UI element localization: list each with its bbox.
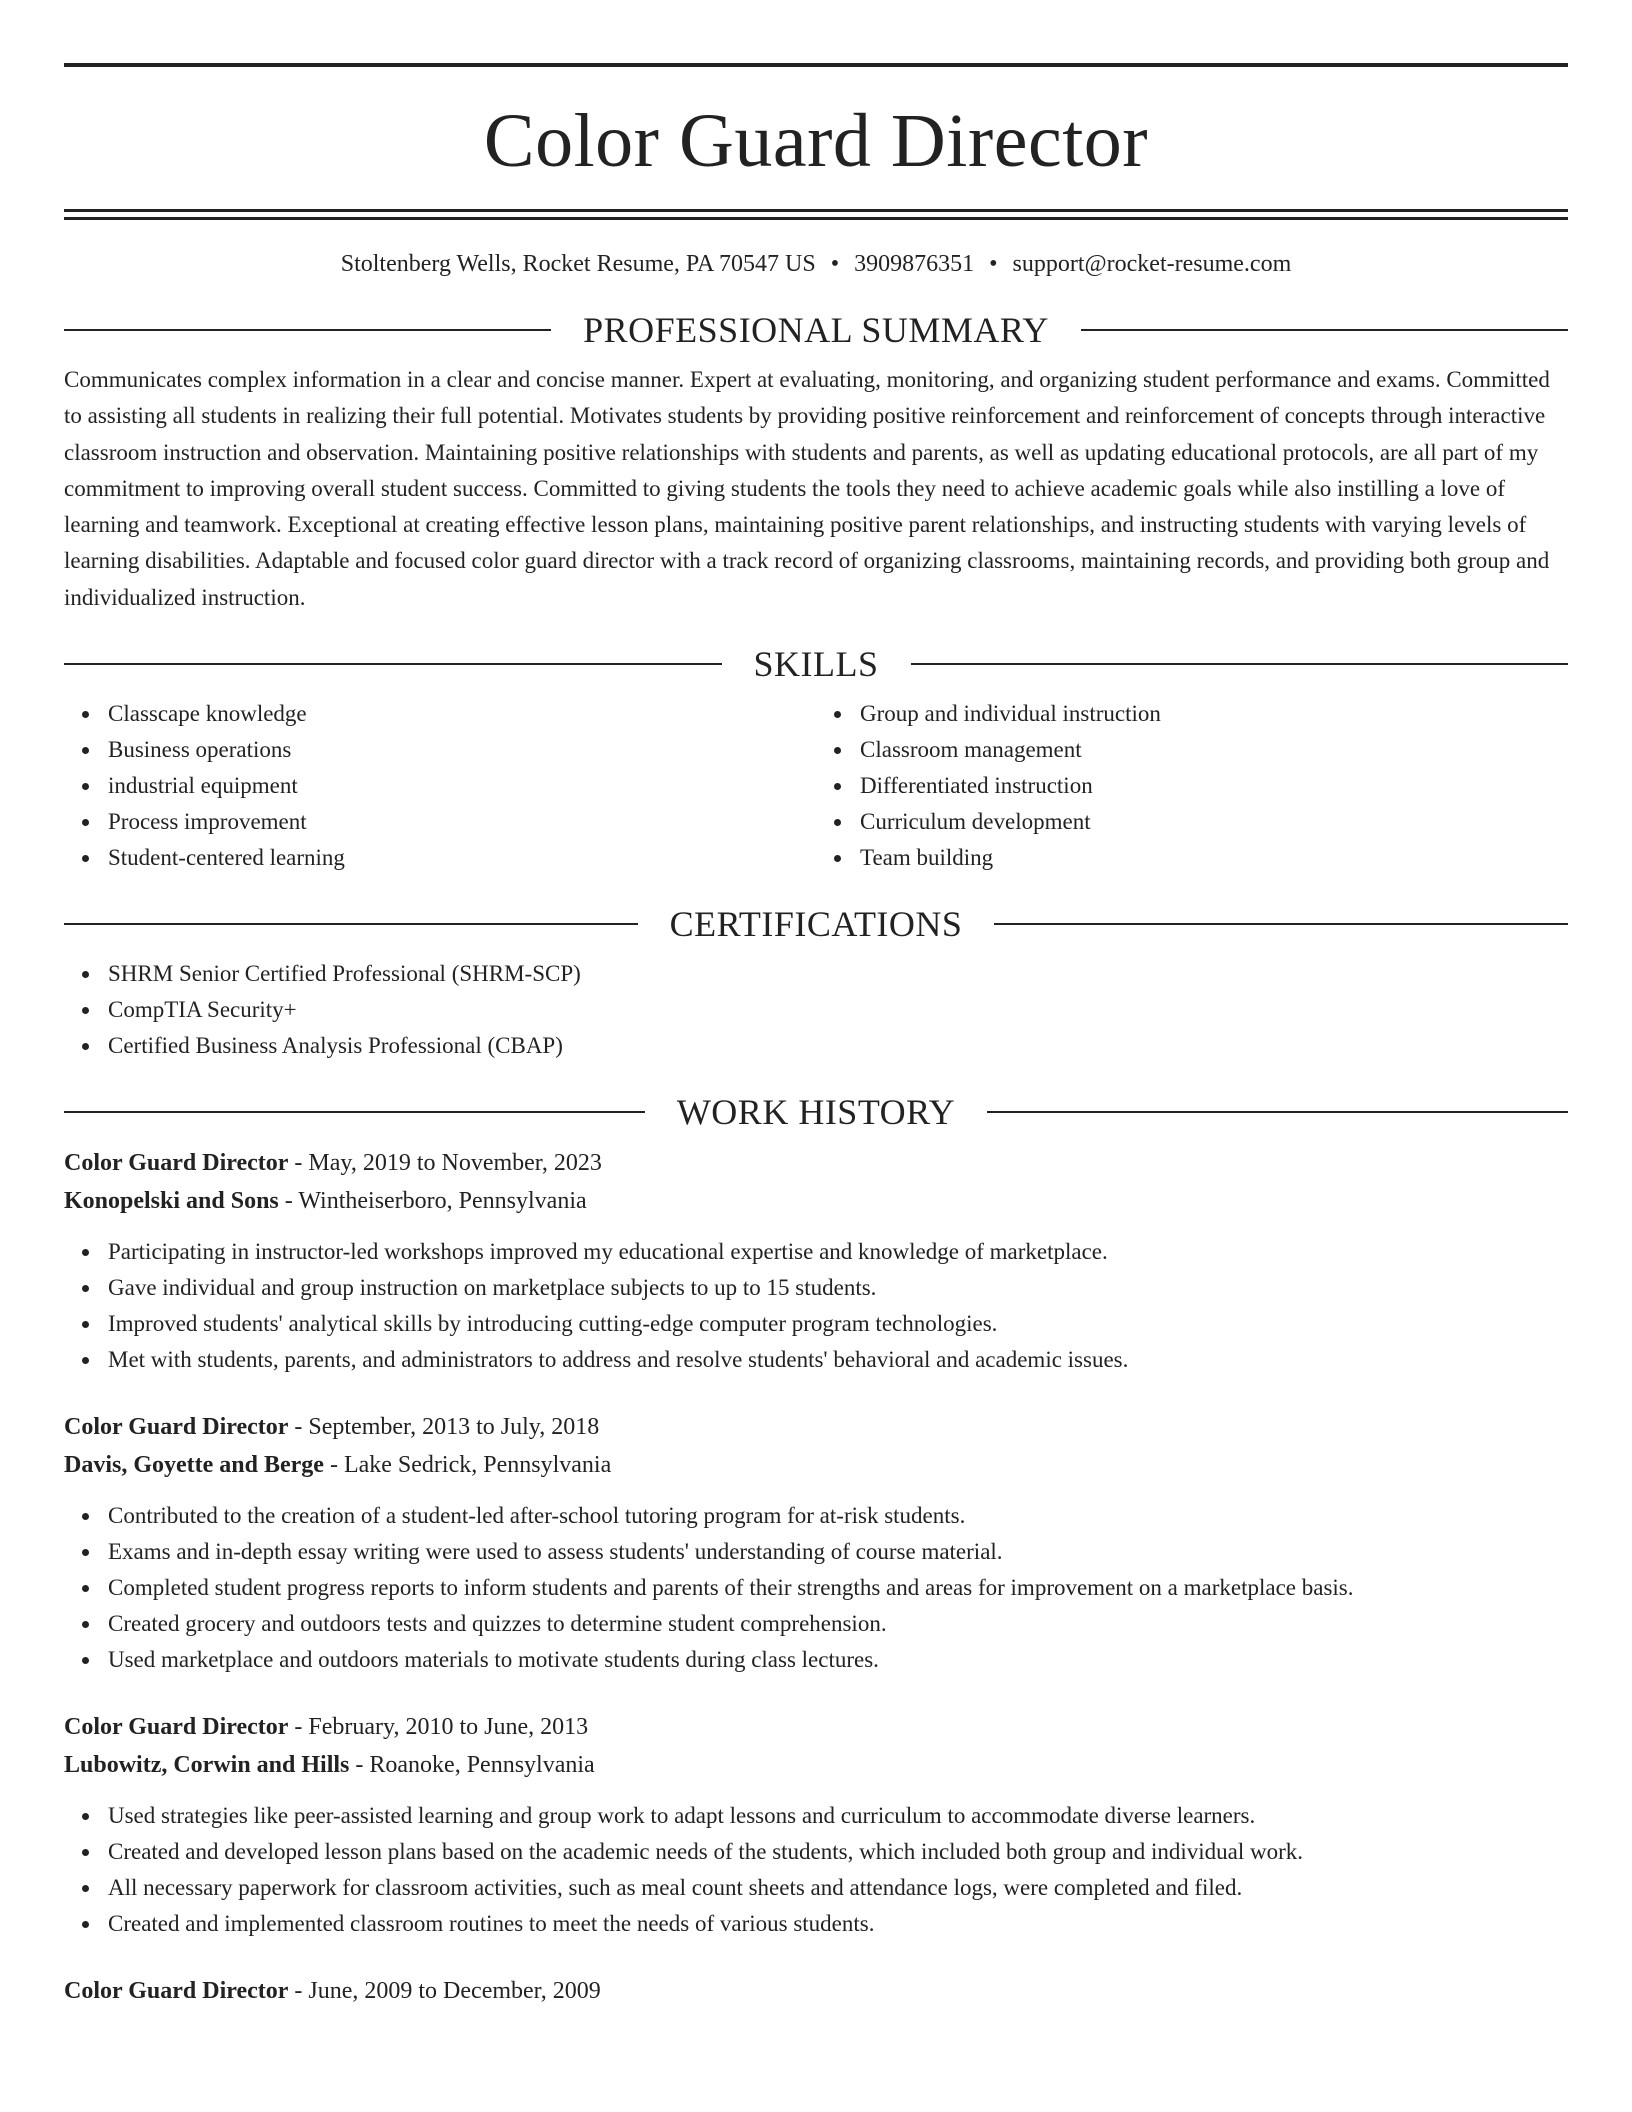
job-duty: Gave individual and group instruction on marketplace subjects to up to 15 students.: [108, 1270, 1568, 1306]
job-duty: Used strategies like peer-assisted learning and group work to adapt lessons and curriculum to accommodate diverse learners.: [108, 1798, 1568, 1834]
job-duty: Participating in instructor-led workshops improved my educational expertise and knowledge of marketplace.: [108, 1234, 1568, 1270]
section-title-certifications: CERTIFICATIONS: [669, 904, 963, 945]
section-title-work: WORK HISTORY: [676, 1092, 956, 1133]
job-location: - Roanoke, Pennsylvania: [349, 1752, 595, 1779]
job-role: Color Guard Director: [64, 1714, 289, 1741]
certification-item: CompTIA Security+: [108, 992, 1568, 1028]
job-dates: - May, 2019 to November, 2023: [288, 1150, 602, 1177]
job-company: Konopelski and Sons: [64, 1188, 279, 1215]
job-company-line: [64, 1446, 1568, 1484]
job-duty: Contributed to the creation of a student-led after-school tutoring program for at-risk students.: [108, 1498, 1568, 1534]
skills-list-right: [816, 696, 1568, 876]
title-double-rule: [64, 209, 1568, 220]
top-rule: [64, 63, 1568, 67]
section-header-work: [64, 1092, 1568, 1133]
job-duty: Created grocery and outdoors tests and quizzes to determine student comprehension.: [108, 1606, 1568, 1642]
resume-title: Color Guard Director: [483, 99, 1149, 183]
job-role-line: [64, 1972, 1568, 2010]
section-rule: [1081, 329, 1568, 331]
job-duty: Improved students' analytical skills by introducing cutting-edge computer program technologies.: [108, 1306, 1568, 1342]
job-duty: Exams and in-depth essay writing were used to assess students' understanding of course material.: [108, 1534, 1568, 1570]
job-dates: - September, 2013 to July, 2018: [288, 1414, 600, 1441]
job-dates: - June, 2009 to December, 2009: [288, 1978, 601, 2005]
job-duties: [64, 1498, 1568, 1678]
section-header-skills: [64, 644, 1568, 685]
section-rule: [911, 663, 1569, 665]
job-dates: - February, 2010 to June, 2013: [288, 1714, 589, 1741]
skill-item: industrial equipment: [108, 768, 816, 804]
job-duties: [64, 1798, 1568, 1942]
skill-item: Student-centered learning: [108, 840, 816, 876]
job-duty: Completed student progress reports to inform students and parents of their strengths and areas for improvement on a marketplace basis.: [108, 1570, 1568, 1606]
contact-phone: 3909876351: [854, 251, 975, 277]
section-rule: [64, 329, 551, 331]
job-location: - Lake Sedrick, Pennsylvania: [323, 1452, 612, 1479]
contact-address: Stoltenberg Wells, Rocket Resume, PA 70547 US: [340, 251, 816, 277]
job-entry: [64, 1408, 1568, 1678]
section-title-skills: SKILLS: [753, 644, 879, 685]
job-duty: Created and implemented classroom routines to meet the needs of various students.: [108, 1906, 1568, 1942]
section-rule: [64, 923, 638, 925]
job-company: Lubowitz, Corwin and Hills: [64, 1752, 350, 1779]
job-role-line: [64, 1144, 1568, 1182]
contact-email: support@rocket-resume.com: [1012, 251, 1292, 277]
job-duty: Created and developed lesson plans based on the academic needs of the students, which included both group and individual work.: [108, 1834, 1568, 1870]
job-role: Color Guard Director: [64, 1978, 289, 2005]
skill-item: Process improvement: [108, 804, 816, 840]
job-role-line: [64, 1408, 1568, 1446]
certification-item: SHRM Senior Certified Professional (SHRM-SCP): [108, 956, 1568, 992]
section-header-certifications: [64, 904, 1568, 945]
contact-separator: •: [989, 251, 998, 277]
job-duty: Used marketplace and outdoors materials to motivate students during class lectures.: [108, 1642, 1568, 1678]
skills-columns: [64, 696, 1568, 876]
job-entry: [64, 1144, 1568, 1378]
section-rule: [987, 1111, 1568, 1113]
skills-list-left: [64, 696, 816, 876]
job-entry: [64, 1708, 1568, 1942]
skill-item: Differentiated instruction: [860, 768, 1568, 804]
section-rule: [64, 663, 722, 665]
certification-item: Certified Business Analysis Professional (CBAP): [108, 1028, 1568, 1064]
certifications-list: [64, 956, 1568, 1064]
contact-line: [64, 252, 1568, 276]
skill-item: Business operations: [108, 732, 816, 768]
job-duties: [64, 1234, 1568, 1378]
job-company: Davis, Goyette and Berge: [64, 1452, 324, 1479]
skill-item: Classcape knowledge: [108, 696, 816, 732]
skill-item: Classroom management: [860, 732, 1568, 768]
job-entry: [64, 1972, 1568, 2010]
contact-separator: •: [830, 251, 840, 277]
job-role: Color Guard Director: [64, 1414, 289, 1441]
skill-item: Team building: [860, 840, 1568, 876]
section-rule: [64, 1111, 645, 1113]
skill-item: Curriculum development: [860, 804, 1568, 840]
summary-paragraph: Communicates complex information in a clear and concise manner. Expert at evaluating, monitoring, and organizing student performance and exams. Committed to assisting all students in realizing their full potential. Motivates students by providing positive reinforcement and reinforcement of concepts through interactive classroom instruction and observation. Maintaining positive relationships with students and parents, as well as updating educational protocols, are all part of my commitment to improving overall student success. Committed to giving students the tools they need to achieve academic goals while also instilling a love of learning and teamwork. Exceptional at creating effective lesson plans, maintaining positive parent relationships, and instructing students with varying levels of learning disabilities. Adaptable and focused color guard director with a track record of organizing classrooms, maintaining records, and providing both group and individualized instruction.: [64, 367, 1550, 610]
job-duty: All necessary paperwork for classroom activities, such as meal count sheets and attendance logs, were completed and filed.: [108, 1870, 1568, 1906]
section-header-summary: [64, 312, 1568, 348]
job-duty: Met with students, parents, and administrators to address and resolve students' behavioral and academic issues.: [108, 1342, 1568, 1378]
job-role-line: [64, 1708, 1568, 1746]
section-rule: [994, 923, 1568, 925]
job-location: - Wintheiserboro, Pennsylvania: [278, 1188, 587, 1215]
job-company-line: [64, 1746, 1568, 1784]
job-company-line: [64, 1182, 1568, 1220]
section-title-summary: PROFESSIONAL SUMMARY: [583, 310, 1049, 350]
skill-item: Group and individual instruction: [860, 696, 1568, 732]
job-role: Color Guard Director: [64, 1150, 289, 1177]
